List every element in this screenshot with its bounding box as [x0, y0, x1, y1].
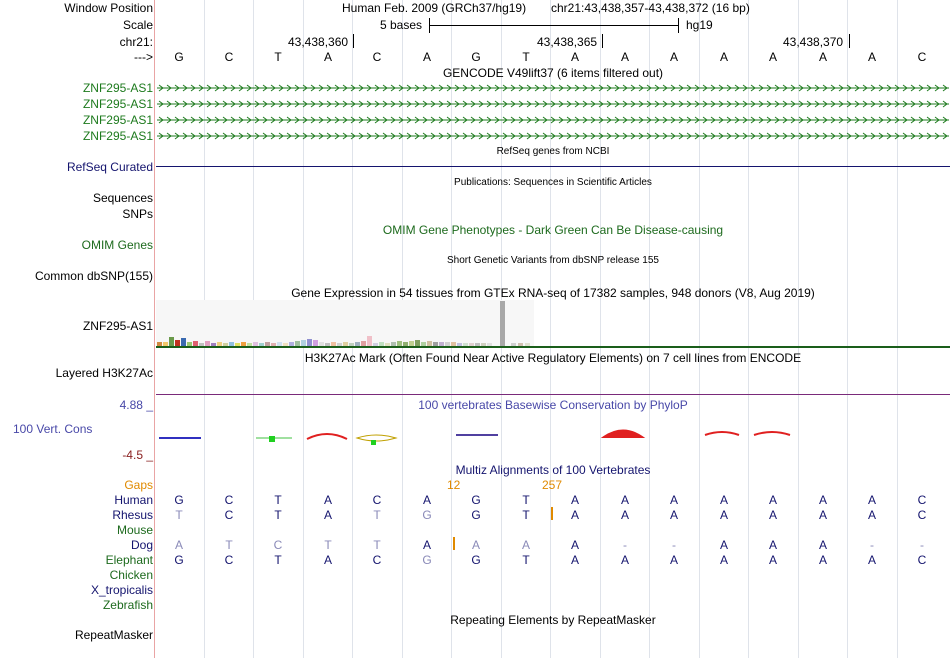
aligned-base: A	[174, 538, 183, 552]
sequences-track-label[interactable]: Sequences	[92, 191, 153, 205]
base: T	[274, 50, 282, 64]
aligned-base: C	[224, 493, 234, 507]
gtex-track-label[interactable]: ZNF295-AS1	[82, 319, 153, 333]
aligned-base: T	[522, 508, 530, 522]
aligned-base: -	[870, 538, 874, 552]
window-position-label: Window Position	[64, 1, 153, 15]
gencode-transcript[interactable]	[157, 83, 949, 93]
aligned-base: A	[719, 538, 728, 552]
aligned-base: -	[920, 538, 924, 552]
base: T	[522, 50, 530, 64]
gencode-track-title: GENCODE V49lift37 (6 items filtered out)	[442, 66, 664, 80]
aligned-base: A	[521, 538, 530, 552]
base: G	[471, 50, 481, 64]
aligned-base: A	[669, 493, 678, 507]
aligned-base: G	[422, 553, 432, 567]
phylop-conservation-plot[interactable]	[156, 424, 950, 446]
aligned-base: A	[719, 553, 728, 567]
phylop-min-label: -4.5 _	[122, 448, 153, 462]
base: C	[372, 50, 382, 64]
omim-track-label[interactable]: OMIM Genes	[81, 238, 153, 252]
aligned-base: G	[471, 493, 481, 507]
aligned-base: A	[867, 493, 876, 507]
ruler-tick	[602, 34, 603, 48]
ruler-tick-label: 43,438,360	[288, 35, 349, 49]
aligned-base: A	[818, 493, 827, 507]
scale-bar	[429, 18, 679, 34]
gaps-label[interactable]: Gaps	[124, 478, 153, 492]
aligned-base: A	[422, 493, 431, 507]
aligned-base: T	[324, 538, 332, 552]
aligned-base: A	[570, 538, 579, 552]
base: A	[719, 50, 728, 64]
aligned-base: A	[620, 508, 629, 522]
aligned-base: A	[570, 553, 579, 567]
base: A	[818, 50, 827, 64]
aligned-base: A	[818, 538, 827, 552]
aligned-base: G	[471, 508, 481, 522]
aligned-base: C	[917, 493, 927, 507]
gencode-item-label[interactable]: ZNF295-AS1	[82, 113, 153, 127]
aligned-base: A	[570, 493, 579, 507]
base: G	[174, 50, 184, 64]
base: A	[768, 50, 777, 64]
species-label-dog[interactable]: Dog	[130, 538, 153, 552]
aligned-base: G	[422, 508, 432, 522]
ruler-tick	[353, 34, 354, 48]
aligned-base: A	[768, 508, 777, 522]
aligned-base: T	[522, 553, 530, 567]
aligned-base: T	[373, 538, 381, 552]
aligned-base: A	[323, 508, 332, 522]
aligned-base: A	[867, 553, 876, 567]
gencode-item-label[interactable]: ZNF295-AS1	[82, 97, 153, 111]
aligned-base: C	[372, 493, 382, 507]
phylop-track-title: 100 vertebrates Basewise Conservation by PhyloP	[418, 398, 688, 412]
gencode-item-label[interactable]: ZNF295-AS1	[82, 81, 153, 95]
aligned-base: C	[224, 508, 234, 522]
snps-track-label[interactable]: SNPs	[122, 207, 153, 221]
gtex-track-title: Gene Expression in 54 tissues from GTEx RNA-seq of 17382 samples, 948 donors (V8, Aug 2019)	[291, 286, 815, 300]
dbsnp-track-label[interactable]: Common dbSNP(155)	[34, 269, 153, 283]
aligned-base: A	[818, 553, 827, 567]
phylop-track-label[interactable]: 100 Vert. Cons	[13, 422, 93, 436]
gtex-expression-bars[interactable]	[156, 300, 950, 348]
aligned-base: A	[768, 553, 777, 567]
chrom-label: chr21:	[119, 35, 153, 49]
aligned-base: A	[620, 553, 629, 567]
aligned-base: A	[620, 493, 629, 507]
aligned-base: A	[818, 508, 827, 522]
gap-count: 12	[447, 478, 461, 492]
aligned-base: T	[274, 553, 282, 567]
aligned-base: G	[471, 553, 481, 567]
sequences-track-title: Publications: Sequences in Scientific Articles	[454, 177, 652, 188]
aligned-base: T	[373, 508, 381, 522]
aligned-base: G	[174, 493, 184, 507]
ruler-tick-label: 43,438,370	[783, 35, 844, 49]
refseq-gene-line[interactable]	[156, 166, 950, 167]
gencode-transcript[interactable]	[157, 115, 949, 125]
base: A	[422, 50, 431, 64]
aligned-base: A	[422, 538, 431, 552]
aligned-base: A	[768, 538, 777, 552]
ruler-tick	[849, 34, 850, 48]
species-label-mouse[interactable]: Mouse	[116, 523, 153, 537]
base: A	[669, 50, 678, 64]
assembly-text: Human Feb. 2009 (GRCh37/hg19)	[342, 1, 527, 15]
sidebar-border	[154, 0, 155, 658]
aligned-base: A	[768, 493, 777, 507]
aligned-base: T	[274, 508, 282, 522]
aligned-base: C	[273, 538, 283, 552]
strand-arrow-label[interactable]: --->	[134, 50, 153, 64]
gencode-transcript[interactable]	[157, 131, 949, 141]
aligned-base: -	[623, 538, 627, 552]
aligned-base: A	[570, 508, 579, 522]
aligned-base: T	[175, 508, 183, 522]
aligned-base: A	[867, 508, 876, 522]
species-label-chicken[interactable]: Chicken	[109, 568, 153, 582]
db-text: hg19	[686, 18, 713, 32]
aligned-base: C	[372, 553, 382, 567]
aligned-base: C	[224, 553, 234, 567]
base: A	[570, 50, 579, 64]
repeatmasker-track-title: Repeating Elements by RepeatMasker	[450, 613, 656, 627]
aligned-base: A	[323, 553, 332, 567]
aligned-base: A	[471, 538, 480, 552]
refseq-track-title: RefSeq genes from NCBI	[496, 146, 610, 157]
omim-track-title: OMIM Gene Phenotypes - Dark Green Can Be Disease-causing	[382, 223, 724, 237]
base: A	[620, 50, 629, 64]
base: A	[867, 50, 876, 64]
species-label-zebrafish[interactable]: Zebrafish	[102, 598, 153, 612]
refseq-track-label[interactable]: RefSeq Curated	[66, 160, 153, 174]
aligned-base: A	[669, 553, 678, 567]
base: C	[917, 50, 927, 64]
aligned-base: A	[719, 508, 728, 522]
aligned-base: T	[522, 493, 530, 507]
insertion-marker[interactable]	[453, 537, 455, 550]
dbsnp-track-title: Short Genetic Variants from dbSNP release 155	[447, 255, 659, 266]
position-text[interactable]: chr21:43,438,357-43,438,372 (16 bp)	[551, 1, 750, 15]
h3k27ac-signal-baseline[interactable]	[156, 394, 950, 395]
phylop-max-label: 4.88 _	[119, 398, 153, 412]
scale-text: 5 bases	[380, 18, 423, 32]
species-label-human[interactable]: Human	[114, 493, 153, 507]
aligned-base: G	[174, 553, 184, 567]
insertion-marker[interactable]	[551, 507, 553, 520]
h3k27ac-track-label[interactable]: Layered H3K27Ac	[55, 366, 153, 380]
gap-count: 257	[542, 478, 563, 492]
base: C	[224, 50, 234, 64]
repeatmasker-track-label[interactable]: RepeatMasker	[74, 628, 153, 642]
gencode-transcript[interactable]	[157, 99, 949, 109]
ruler-tick-label: 43,438,365	[537, 35, 598, 49]
species-label-xtropicalis[interactable]: X_tropicalis	[90, 583, 153, 597]
h3k27ac-track-title: H3K27Ac Mark (Often Found Near Active Regulatory Elements) on 7 cell lines from ENCODE	[304, 351, 802, 365]
aligned-base: C	[917, 508, 927, 522]
species-label-rhesus[interactable]: Rhesus	[112, 508, 153, 522]
base: A	[323, 50, 332, 64]
aligned-base: -	[672, 538, 676, 552]
multiz-track-title: Multiz Alignments of 100 Vertebrates	[455, 463, 651, 477]
species-label-elephant[interactable]: Elephant	[105, 553, 153, 567]
aligned-base: A	[719, 493, 728, 507]
aligned-base: C	[917, 553, 927, 567]
aligned-base: T	[274, 493, 282, 507]
aligned-base: A	[669, 508, 678, 522]
scale-label: Scale	[122, 18, 153, 32]
aligned-base: T	[225, 538, 233, 552]
gencode-item-label[interactable]: ZNF295-AS1	[82, 129, 153, 143]
aligned-base: A	[323, 493, 332, 507]
